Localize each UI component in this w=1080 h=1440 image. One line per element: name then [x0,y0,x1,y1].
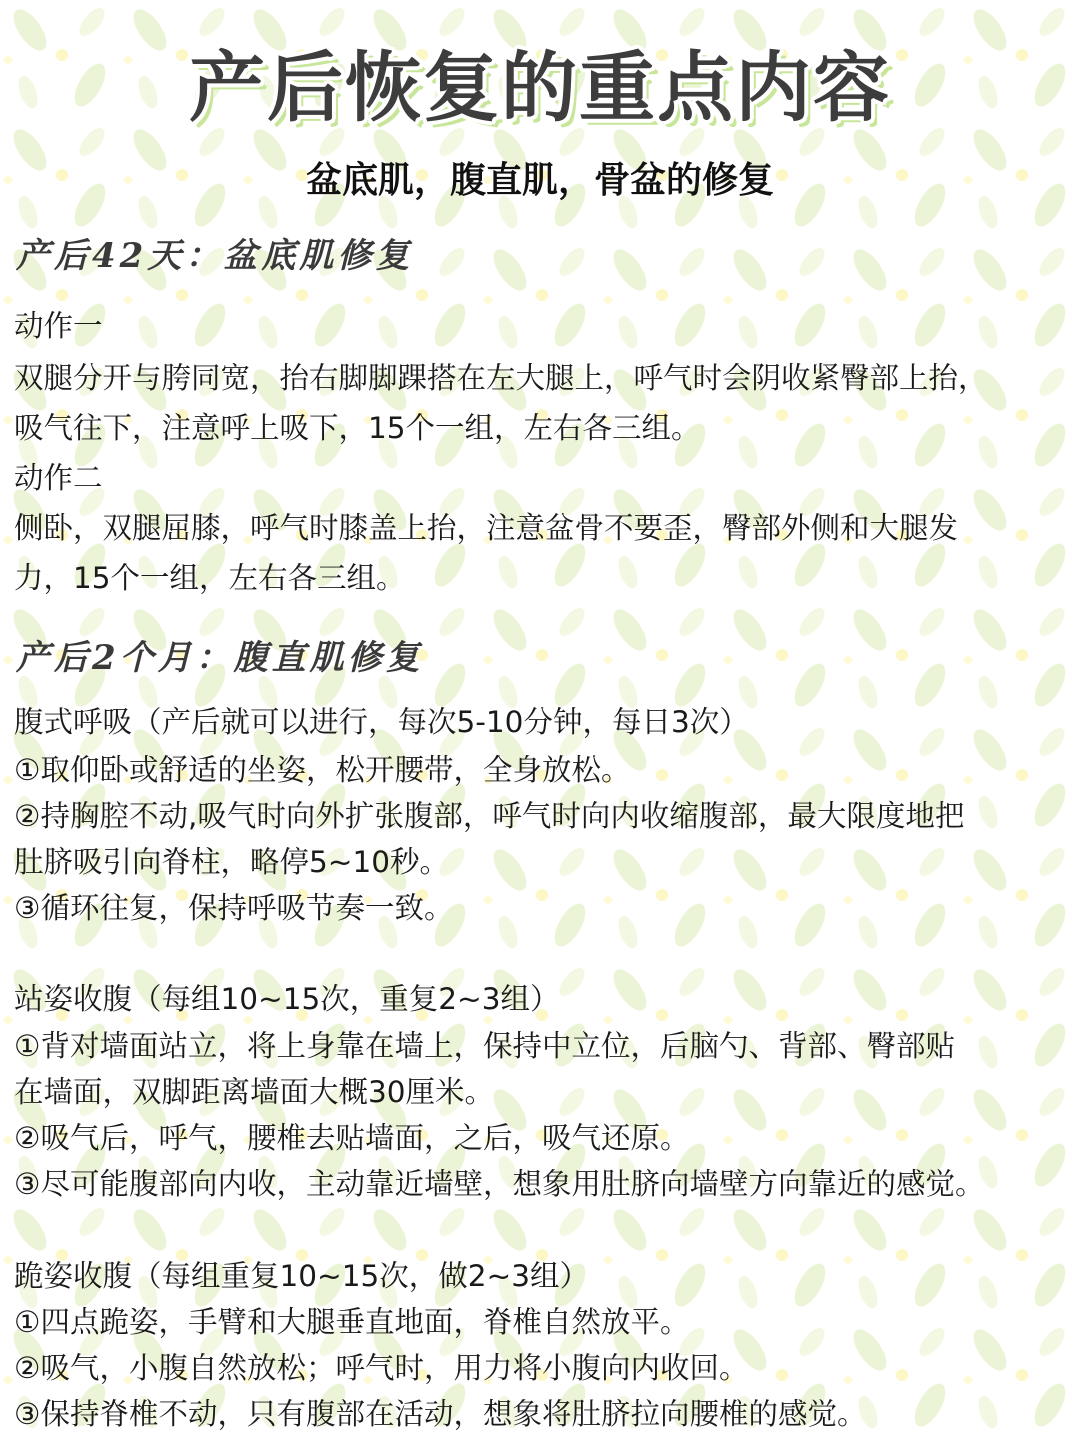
text-line: ③保持脊椎不动，只有腹部在活动，想象将肚脐拉向腰椎的感觉。 [14,1397,867,1431]
section-heading-pelvic-floor: 产后42天：盆底肌修复 [16,236,414,276]
text-line: ②吸气，小腹自然放松；呼气时，用力将小腹向内收回。 [14,1351,749,1385]
text-line: ③循环往复，保持呼吸节奏一致。 [14,891,454,925]
text-line: ①取仰卧或舒适的坐姿，松开腰带，全身放松。 [14,753,631,787]
text-line: 吸气往下，注意呼上吸下，15个一组，左右各三组。 [14,411,701,445]
page-title: 产后恢复的重点内容 [189,43,891,132]
text-line: 动作二 [14,461,103,495]
text-line: 在墙面，双脚距离墙面大概30厘米。 [14,1075,495,1109]
text-line: 肚脐吸引向脊柱，略停5~10秒。 [14,845,450,879]
text-line: ①背对墙面站立，将上身靠在墙上，保持中立位，后脑勺、背部、臀部贴 [14,1029,955,1063]
text-line: ①四点跪姿，手臂和大腿垂直地面，脊椎自然放平。 [14,1305,690,1339]
text-line: 动作一 [14,309,103,343]
text-line: 站姿收腹（每组10~15次，重复2~3组） [14,982,560,1016]
text-line: ②持胸腔不动,吸气时向外扩张腹部，呼气时向内收缩腹部，最大限度地把 [14,799,965,833]
text-line: 力，15个一组，左右各三组。 [14,561,406,595]
text-line: 腹式呼吸（产后就可以进行，每次5-10分钟，每日3次） [14,705,749,739]
text-line: ②吸气后，呼气，腰椎去贴墙面，之后，吸气还原。 [14,1121,690,1155]
text-line: 双腿分开与胯同宽，抬右脚脚踝搭在左大腿上，呼气时会阴收紧臀部上抬， [14,361,988,395]
section-heading-diastasis-recti: 产后2个月：腹直肌修复 [16,638,424,678]
text-line: ③尽可能腹部向内收，主动靠近墙壁，想象用肚脐向墙壁方向靠近的感觉。 [14,1167,985,1201]
page-subtitle: 盆底肌，腹直肌，骨盆的修复 [305,160,774,201]
text-line: 侧卧，双腿屈膝，呼气时膝盖上抬，注意盆骨不要歪，臀部外侧和大腿发 [14,511,959,545]
text-line: 跪姿收腹（每组重复10~15次，做2~3组） [14,1259,590,1293]
